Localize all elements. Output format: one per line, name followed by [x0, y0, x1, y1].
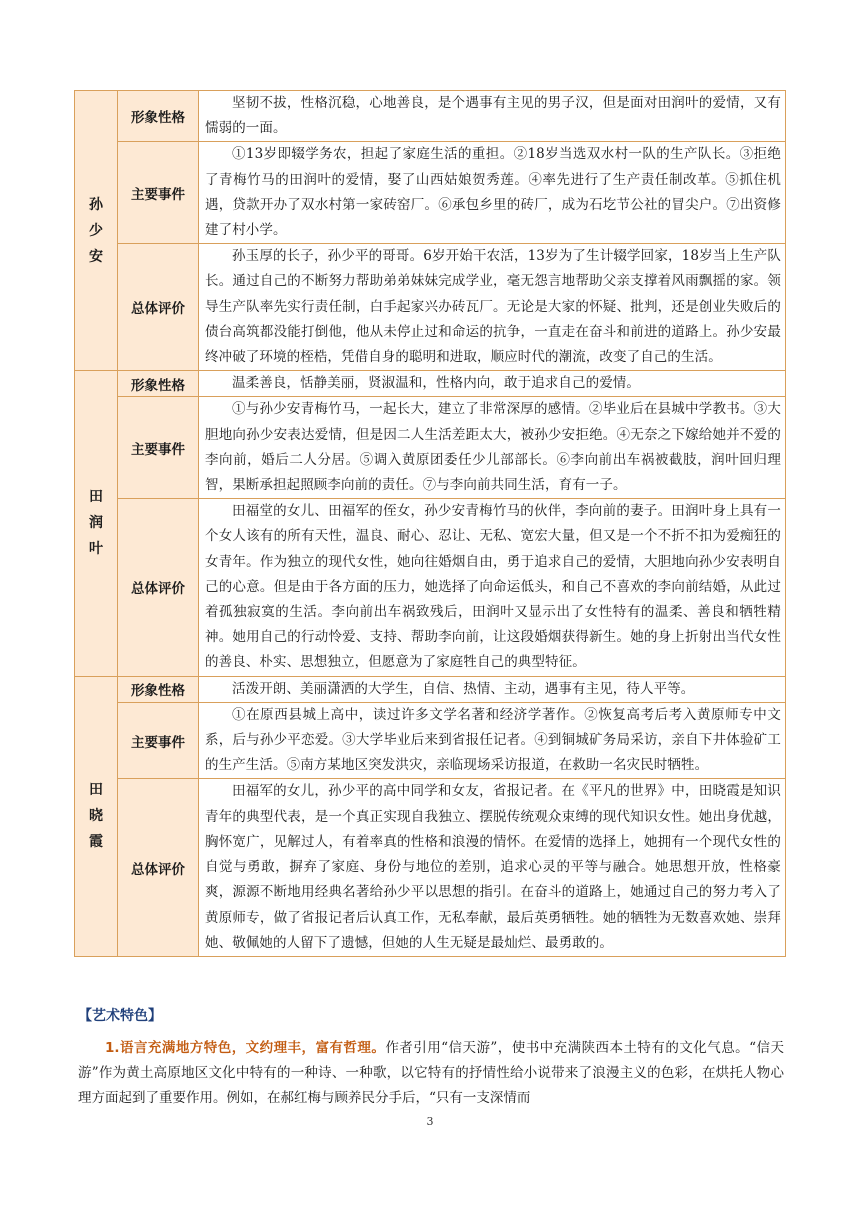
row-label: 主要事件 [118, 142, 199, 244]
table-row [75, 371, 786, 397]
row-content: 坚韧不拔，性格沉稳，心地善良，是个遇事有主见的男子汉，但是面对田润叶的爱情，又有懦弱的一面。 [199, 91, 786, 142]
character-name-cell [75, 91, 118, 371]
row-content: 田福堂的女儿、田福军的侄女，孙少安青梅竹马的伙伴，李向前的妻子。田润叶身上具有一个女人该有的所有天性，温良、耐心、忍让、无私、宽宏大量，但又是一个不折不扣为爱痴狂的女青年。作为独立的现代女性，她向往婚烟自由，勇于追求自己的爱情，大胆地向孙少安表明自己的心意。但是由于各方面的压力，她选择了向命运低头，和自己不喜欢的李向前结婚，从此过着孤独寂寞的生活。李向前出车祸致残后，田润叶又显示出了女性特有的温柔、善良和牺牲精神。她用自己的行动怜爱、支持、帮助李向前，让这段婚烟获得新生。她的身上折射出当代女性的善良、朴实、思想独立，但愿意为了家庭牲自己的典型特征。 [199, 499, 786, 676]
table-row [75, 702, 786, 779]
row-label: 形象性格 [118, 676, 199, 702]
table-row [75, 142, 786, 244]
row-label: 总体评价 [118, 779, 199, 956]
character-name: 孙少安 [89, 196, 103, 265]
row-label: 总体评价 [118, 244, 199, 371]
row-content: 活泼开朗、美丽潇洒的大学生，自信、热情、主动，遇事有主见，待人平等。 [199, 676, 786, 702]
body-paragraph [78, 1036, 784, 1111]
table-row [75, 91, 786, 142]
character-name: 田润叶 [89, 489, 103, 558]
character-name-cell [75, 676, 118, 956]
character-profile-table [74, 90, 786, 957]
character-name-cell [75, 371, 118, 676]
highlighted-point: 1.语言充满地方特色，文约理丰，富有哲理。 [105, 1039, 386, 1056]
table-row [75, 244, 786, 371]
row-content: 田福军的女儿，孙少平的高中同学和女友，省报记者。在《平凡的世界》中，田晓霞是知识青年的典型代表，是一个真正实现自我独立、摆脱传统观众束缚的现代知识女性。她出身优越，胸怀宽广，见解过人，有着率真的性格和浪漫的情怀。在爱情的选择上，她拥有一个现代女性的自觉与勇敢，摒弃了家庭、身份与地位的差别，追求心灵的平等与融合。她思想开放，性格豪爽，源源不断地用经典名著给孙少平以思想的指引。在奋斗的道路上，她通过自己的努力考入了黄原师专，做了省报记者后认真工作，无私奉献，最后英勇牺牲。她的牺牲为无数喜欢她、崇拜她、敬佩她的人留下了遗憾，但她的人生无疑是最灿烂、最勇敢的。 [199, 779, 786, 956]
page-number: 3 [426, 1115, 434, 1128]
character-name: 田晓霞 [89, 782, 103, 851]
row-label: 形象性格 [118, 371, 199, 397]
table-row [75, 779, 786, 956]
row-label: 形象性格 [118, 91, 199, 142]
table-row [75, 499, 786, 676]
section-heading: 【艺术特色】 [78, 1008, 162, 1024]
paragraph-text: 作者引用“信天游”，使书中充满陕西本土特有的文化气息。“信天游”作为黄土高原地区文化中特有的一种诗、一种歌，以它特有的抒情性给小说带来了浪漫主义的色彩，在烘托人物心理方面起到了重要作用。例如，在郝红梅与顾养民分手后，“只有一支深情而 [78, 1039, 784, 1106]
row-content: ①与孙少安青梅竹马，一起长大，建立了非常深厚的感情。②毕业后在县城中学教书。③大胆地向孙少安表达爱情，但是因二人生活差距太大，被孙少安拒绝。④无奈之下嫁给她并不爱的李向前，婚后二人分居。⑤调入黄原团委任少儿部部长。⑥李向前出车祸被截肢，润叶回归理智，果断承担起照顾李向前的责任。⑦与李向前共同生活，育有一子。 [199, 397, 786, 499]
row-content: ①13岁即辍学务农，担起了家庭生活的重担。②18岁当选双水村一队的生产队长。③拒绝了青梅竹马的田润叶的爱情，娶了山西姑娘贺秀莲。④率先进行了生产责任制改革。⑤抓住机遇，贷款开办了双水村第一家砖窑厂。⑥承包乡里的砖厂，成为石圪节公社的冒尖户。⑦出资修建了村小学。 [199, 142, 786, 244]
table-row [75, 397, 786, 499]
table-row [75, 676, 786, 702]
row-label: 总体评价 [118, 499, 199, 676]
row-label: 主要事件 [118, 397, 199, 499]
row-label: 主要事件 [118, 702, 199, 779]
row-content: 温柔善良，恬静美丽，贤淑温和，性格内向，敢于追求自己的爱情。 [199, 371, 786, 397]
row-content: ①在原西县城上高中，读过许多文学名著和经济学著作。②恢复高考后考入黄原师专中文系，后与孙少平恋爱。③大学毕业后来到省报任记者。④到铜城矿务局采访，亲自下井体验矿工的生产生活。⑤南方某地区突发洪灾，亲临现场采访报道，在救助一名灾民时牺牲。 [199, 702, 786, 779]
row-content: 孙玉厚的长子，孙少平的哥哥。6岁开始干农活，13岁为了生计辍学回家，18岁当上生产队长。通过自己的不断努力帮助弟弟妹妹完成学业，毫无怨言地帮助父亲支撑着风雨飘摇的家。领导生产队率先实行责任制，白手起家兴办砖瓦厂。无论是大家的怀疑、批判，还是创业失败后的债台高筑都没能打倒他，他从未停止过和命运的抗争，一直走在奋斗和前进的道路上。孙少安最终冲破了环境的桎梏，凭借自身的聪明和进取，顺应时代的潮流，改变了自己的生活。 [199, 244, 786, 371]
